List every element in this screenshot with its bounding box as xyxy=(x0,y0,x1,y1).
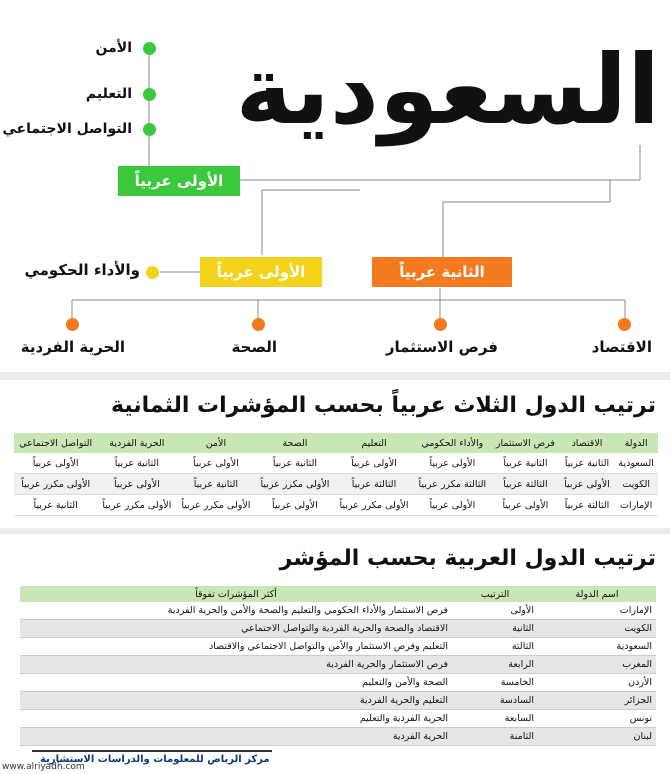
table1 xyxy=(14,433,658,516)
table2-cell: فرص الاستثمار والأداء الحكومي والتعليم والصحة والأمن والحرية الفردية xyxy=(20,602,452,620)
bottom-item-2: فرص الاستثمار xyxy=(385,338,498,356)
table1-cell: الثانية عربياً xyxy=(560,453,615,474)
table2-row xyxy=(20,602,656,620)
table1-cell: الأولى عربياً xyxy=(176,453,255,474)
table1-cell: الثانية عربياً xyxy=(14,495,97,516)
table2-cell: الاقتصاد والصحة والحرية الفردية والتواصل الاجتماعي xyxy=(20,620,452,638)
table1-header: التعليم xyxy=(334,433,413,453)
table1-title: ترتيب الدول الثلاث عربياً بحسب المؤشرات الثمانية xyxy=(111,393,656,418)
rank-box-yellow: الأولى عربياً xyxy=(200,257,322,287)
table1-cell: الثالثة عربياً xyxy=(560,495,615,516)
table2-cell: الصحة والأمن والتعليم xyxy=(20,674,452,692)
divider xyxy=(0,372,670,380)
table2-cell: الخامسة xyxy=(452,674,538,692)
bottom-item-3-dot xyxy=(252,318,265,331)
table2-cell: التعليم والحرية الفردية xyxy=(20,692,452,710)
table2-cell: الإمارات xyxy=(538,602,656,620)
table2-row xyxy=(20,656,656,674)
table2-cell: الثامنة xyxy=(452,728,538,746)
table2-cell: الكويت xyxy=(538,620,656,638)
divider xyxy=(0,528,670,534)
table1-cell: الثالثة عربياً xyxy=(491,474,560,495)
table2-header: اسم الدولة xyxy=(538,586,656,602)
table1-header-row xyxy=(14,433,658,453)
table1-cell: الثانية عربياً xyxy=(255,453,334,474)
table2-cell: الثالثة xyxy=(452,638,538,656)
diagram-panel xyxy=(0,0,670,372)
table1-header: الأمن xyxy=(176,433,255,453)
table2-row xyxy=(20,728,656,746)
table1-row xyxy=(14,474,658,495)
table2-cell: الجزائر xyxy=(538,692,656,710)
bottom-item-1: الاقتصاد xyxy=(591,338,652,356)
table2-cell: المغرب xyxy=(538,656,656,674)
table2-cell: الأولى xyxy=(452,602,538,620)
top-item-3-dot xyxy=(143,123,156,136)
table2-row xyxy=(20,710,656,728)
table2-cell: الرابعة xyxy=(452,656,538,674)
table1-header: الاقتصاد xyxy=(560,433,615,453)
rank-box-orange: الثانية عربياً xyxy=(372,257,512,287)
table2-cell: الأردن xyxy=(538,674,656,692)
table1-cell: الأولى مكرر عربياً xyxy=(255,474,334,495)
table2-row xyxy=(20,638,656,656)
table1-cell: الأولى مكرر عربياً xyxy=(334,495,413,516)
table1-cell: الأولى عربياً xyxy=(97,474,176,495)
table1-header: الدولة xyxy=(614,433,658,453)
table2-header-row xyxy=(20,586,656,602)
table1-row xyxy=(14,495,658,516)
footer xyxy=(0,748,670,774)
table2-cell: لبنان xyxy=(538,728,656,746)
table1-cell: الثالثة عربياً xyxy=(334,474,413,495)
table1-cell: الأولى عربياً xyxy=(414,495,492,516)
table1-cell: الأولى عربياً xyxy=(560,474,615,495)
table2-row xyxy=(20,620,656,638)
footer-watermark: www.alriyadh.com xyxy=(2,762,85,772)
bottom-item-2-dot xyxy=(434,318,447,331)
table2-header: الترتيب xyxy=(452,586,538,602)
table2-title: ترتيب الدول العربية بحسب المؤشر xyxy=(279,546,656,571)
bottom-item-3: الصحة xyxy=(231,338,277,356)
table1-cell: الأولى مكرر عربياً xyxy=(97,495,176,516)
bottom-item-4: الحرية الفردية xyxy=(20,338,125,356)
table1-cell: الإمارات xyxy=(614,495,658,516)
table1-cell: الأولى عربياً xyxy=(414,453,492,474)
table2-cell: الثانية xyxy=(452,620,538,638)
table1-header: الصحة xyxy=(255,433,334,453)
table1-cell: الثانية عربياً xyxy=(491,453,560,474)
table1-cell: الأولى عربياً xyxy=(14,453,97,474)
table2-cell: الحرية الفردية xyxy=(20,728,452,746)
table2-cell: السعودية xyxy=(538,638,656,656)
table2-row xyxy=(20,692,656,710)
table1-cell: الأولى عربياً xyxy=(255,495,334,516)
table1-header: والأداء الحكومي xyxy=(414,433,492,453)
table1-cell: السعودية xyxy=(614,453,658,474)
top-item-2: التعليم xyxy=(85,86,132,102)
table1-header: فرص الاستثمار xyxy=(491,433,560,453)
table1-cell: الكويت xyxy=(614,474,658,495)
table1-cell: الثانية عربياً xyxy=(97,453,176,474)
table1-header: الحرية الفردية xyxy=(97,433,176,453)
diagram-title: السعودية xyxy=(235,34,660,146)
top-item-1: الأمن xyxy=(95,40,132,56)
top-item-3: التواصل الاجتماعي xyxy=(2,121,132,137)
yellow-item: والأداء الحكومي xyxy=(24,261,140,279)
table2-row xyxy=(20,674,656,692)
table1-cell: الأولى عربياً xyxy=(491,495,560,516)
table1-cell: الأولى مكرر عربياً xyxy=(14,474,97,495)
top-item-1-dot xyxy=(143,42,156,55)
bottom-item-1-dot xyxy=(618,318,631,331)
table2-cell: التعليم وفرص الاستثمار والأمن والتواصل الاجتماعي والاقتصاد xyxy=(20,638,452,656)
table2-cell: السابعة xyxy=(452,710,538,728)
table2-cell: فرص الاستثمار والحرية الفردية xyxy=(20,656,452,674)
table2-header: أكثر المؤشرات تفوقاً xyxy=(20,586,452,602)
table2-cell: تونس xyxy=(538,710,656,728)
bottom-item-4-dot xyxy=(66,318,79,331)
table1-cell: الثانية عربياً xyxy=(176,474,255,495)
table1-cell: الثالثة مكرر عربياً xyxy=(414,474,492,495)
table1-row xyxy=(14,453,658,474)
table1-cell: الأولى عربياً xyxy=(334,453,413,474)
table2-cell: الحرية الفردية والتعليم xyxy=(20,710,452,728)
top-item-2-dot xyxy=(143,88,156,101)
rank-box-green: الأولى عربياً xyxy=(118,166,240,196)
table2 xyxy=(20,586,656,764)
table2-cell: السادسة xyxy=(452,692,538,710)
footer-center-name: مركز الرياض للمعلومات والدراسات الاستشارية xyxy=(40,754,270,765)
table1-header: التواصل الاجتماعي xyxy=(14,433,97,453)
table1-cell: الأولى مكرر عربياً xyxy=(176,495,255,516)
yellow-item-dot xyxy=(146,266,159,279)
